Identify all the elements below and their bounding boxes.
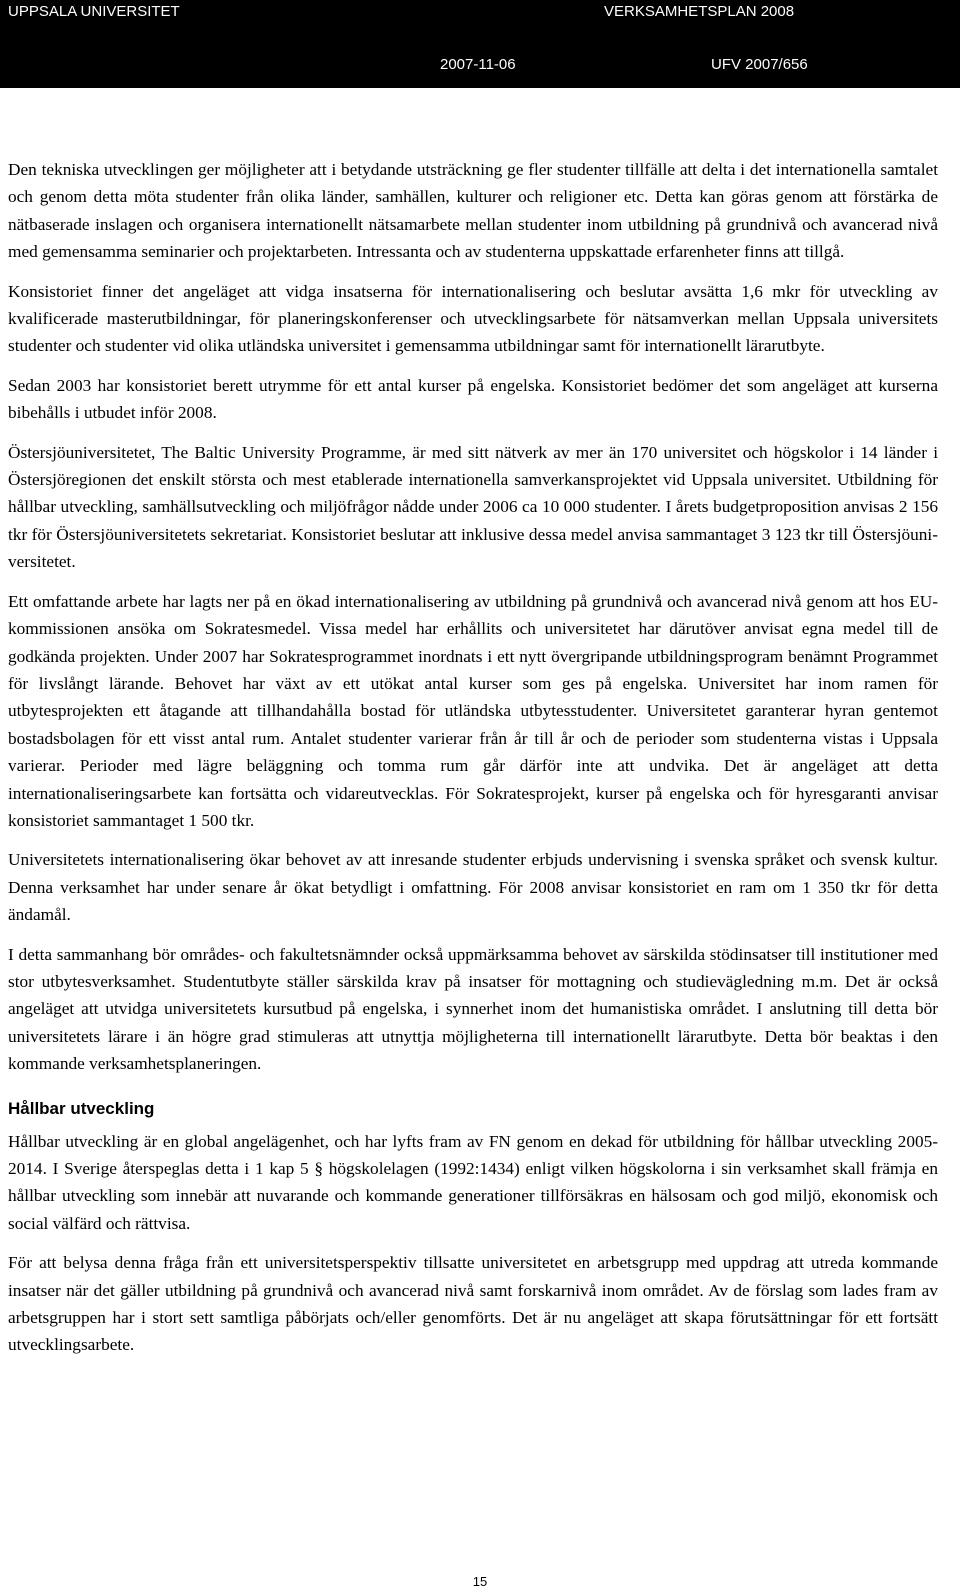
paragraph: Konsistoriet finner det angeläget att vidga insatserna för internationalisering och beslutar avsätta 1,6 mkr för utveckling av kvalificerade masterutbildningar, för planeringskonferenser och utvecklingsarbete för nätsamverkan mellan Uppsala universitets studenter och studenter vid olika utländska universitet i gemensamma utbildningar samt för internationellt lärarutbyte. bbox=[8, 281, 938, 356]
document-reference: UFV 2007/656 bbox=[711, 56, 808, 73]
paragraph: Hållbar utveckling är en global angelägenhet, och har lyfts fram av FN genom en dekad för utbildning för hållbar utveckling 2005-2014. I Sverige återspeglas detta i 1 kap 5 § högskolelagen (1992:1434) enligt vilken högskolorna i sin verksamhet skall främja en hållbar utveckling som innebär att nuvarande och kommande generationer tillförsäkras en hälsosam och god miljö, ekonomisk och social välfärd och rättvisa. bbox=[8, 1131, 938, 1233]
document-date: 2007-11-06 bbox=[440, 56, 516, 73]
paragraph: I detta sammanhang bör områdes- och fakultetsnämnder också uppmärksamma behovet av särskilda stödinsatser till institutioner med stor utbytesverksamhet. Studentutbyte ställer särskilda krav på insatser för mottagning och studievägledning m.m. Det är också angeläget att utvidga universitetets kursutbud på engelska, i synnerhet inom det humanistiska området. I anslutning till detta bör universitetets lärare i än högre grad stimuleras att utnyttja möjligheterna till internationellt lärarutbyte. Detta bör beaktas i den kommande verksamhetsplaneringen. bbox=[8, 944, 938, 1074]
paragraph: Den tekniska utvecklingen ger möjligheter att i betydande utsträckning ge fler studenter tillfälle att delta i det internationella samtalet och genom detta möta studenter från olika länder, samhällen, kulturer och religioner etc. Detta kan göras genom att förstärka de nätbaserade inslagen och organisera internationellt nätsamarbete mellan studenter inom utbildning på grundnivå och avancerad nivå med gemensamma seminarier och projektarbeten. Intressanta och av studenterna uppskattade erfarenheter finns att tillgå. bbox=[8, 160, 938, 262]
paragraph: Ett omfattande arbete har lagts ner på en ökad internationalisering av utbildning på grundnivå och avancerad nivå genom att hos EU-kommissionen ansöka om Sokratesmedel. Vissa medel har erhållits och universitetet har därutöver anvisat egna medel till de godkända projekten. Under 2007 har Sokratesprogrammet inordnats i ett nytt övergripande utbildningsprogram benämnt Programmet för livslångt lärande. Behovet har växt av ett utökat antal kurser som ges på engelska. Universitet har inom ramen för utbytesprojekten ett åtagande att tillhandahålla bostad för utländska utbytesstudenter. Universitetet garanterar hyran gentemot bostadsbolagen för ett visst antal rum. Antalet studenter varierar från år till år och de perioder som studenterna vistas i Uppsala varierar. Perioder med lägre beläggning och tomma rum går därför inte att undvika. Det är angeläget att detta internationaliseringsarbete kan fortsätta och vidareutvecklas. För Sokratesprojekt, kurser på engelska och för hyresgaranti anvisar konsistoriet sammantaget 1 500 tkr. bbox=[8, 591, 938, 830]
page-header bbox=[0, 0, 960, 88]
page-number: 15 bbox=[472, 1574, 488, 1589]
paragraph: För att belysa denna fråga från ett universitetsperspektiv tillsatte universitetet en arbetsgrupp med uppdrag att utreda kommande insatser när det gäller utbildning på grundnivå och avancerad nivå samt forskarnivå inom området. Av de förslag som lades fram av arbetsgruppen har i stort sett samtliga påbörjats och/eller genomförts. Det är nu angeläget att skapa förutsättningar för ett fortsätt utvecklingsarbete. bbox=[8, 1253, 938, 1355]
university-name: UPPSALA UNIVERSITET bbox=[8, 3, 180, 20]
paragraph: Östersjöuniversitetet, The Baltic University Programme, är med sitt nätverk av mer än 170 universitet och högskolor i 14 länder i Östersjöregionen det enskilt största och mest etablerade internationella samverkansprojektet vid Uppsala universitet. Utbildning för hållbar utveckling, samhällsutveckling och miljöfrågor nådde under 2006 ca 10 000 studenter. I årets budgetproposition anvisas 2 156 tkr för Östersjöuniversitetets sekretariat. Konsistoriet beslutar att inklusive dessa medel anvisa sammantaget 3 123 tkr till Östersjöuniversitetet. bbox=[8, 442, 938, 572]
paragraph: Sedan 2003 har konsistoriet berett utrymme för ett antal kurser på engelska. Konsistoriet bedömer det som angeläget att kurserna bibehålls i utbudet inför 2008. bbox=[8, 375, 938, 423]
document-body bbox=[8, 156, 938, 1371]
paragraph: Universitetets internationalisering ökar behovet av att inresande studenter erbjuds undervisning i svenska språket och svensk kultur. Denna verksamhet har under senare år ökat betydligt i omfattning. För 2008 anvisar konsistoriet en ram om 1 350 tkr för detta ändamål. bbox=[8, 850, 938, 925]
document-title: VERKSAMHETSPLAN 2008 bbox=[604, 3, 795, 20]
section-heading: Hållbar utveckling bbox=[8, 1098, 155, 1118]
